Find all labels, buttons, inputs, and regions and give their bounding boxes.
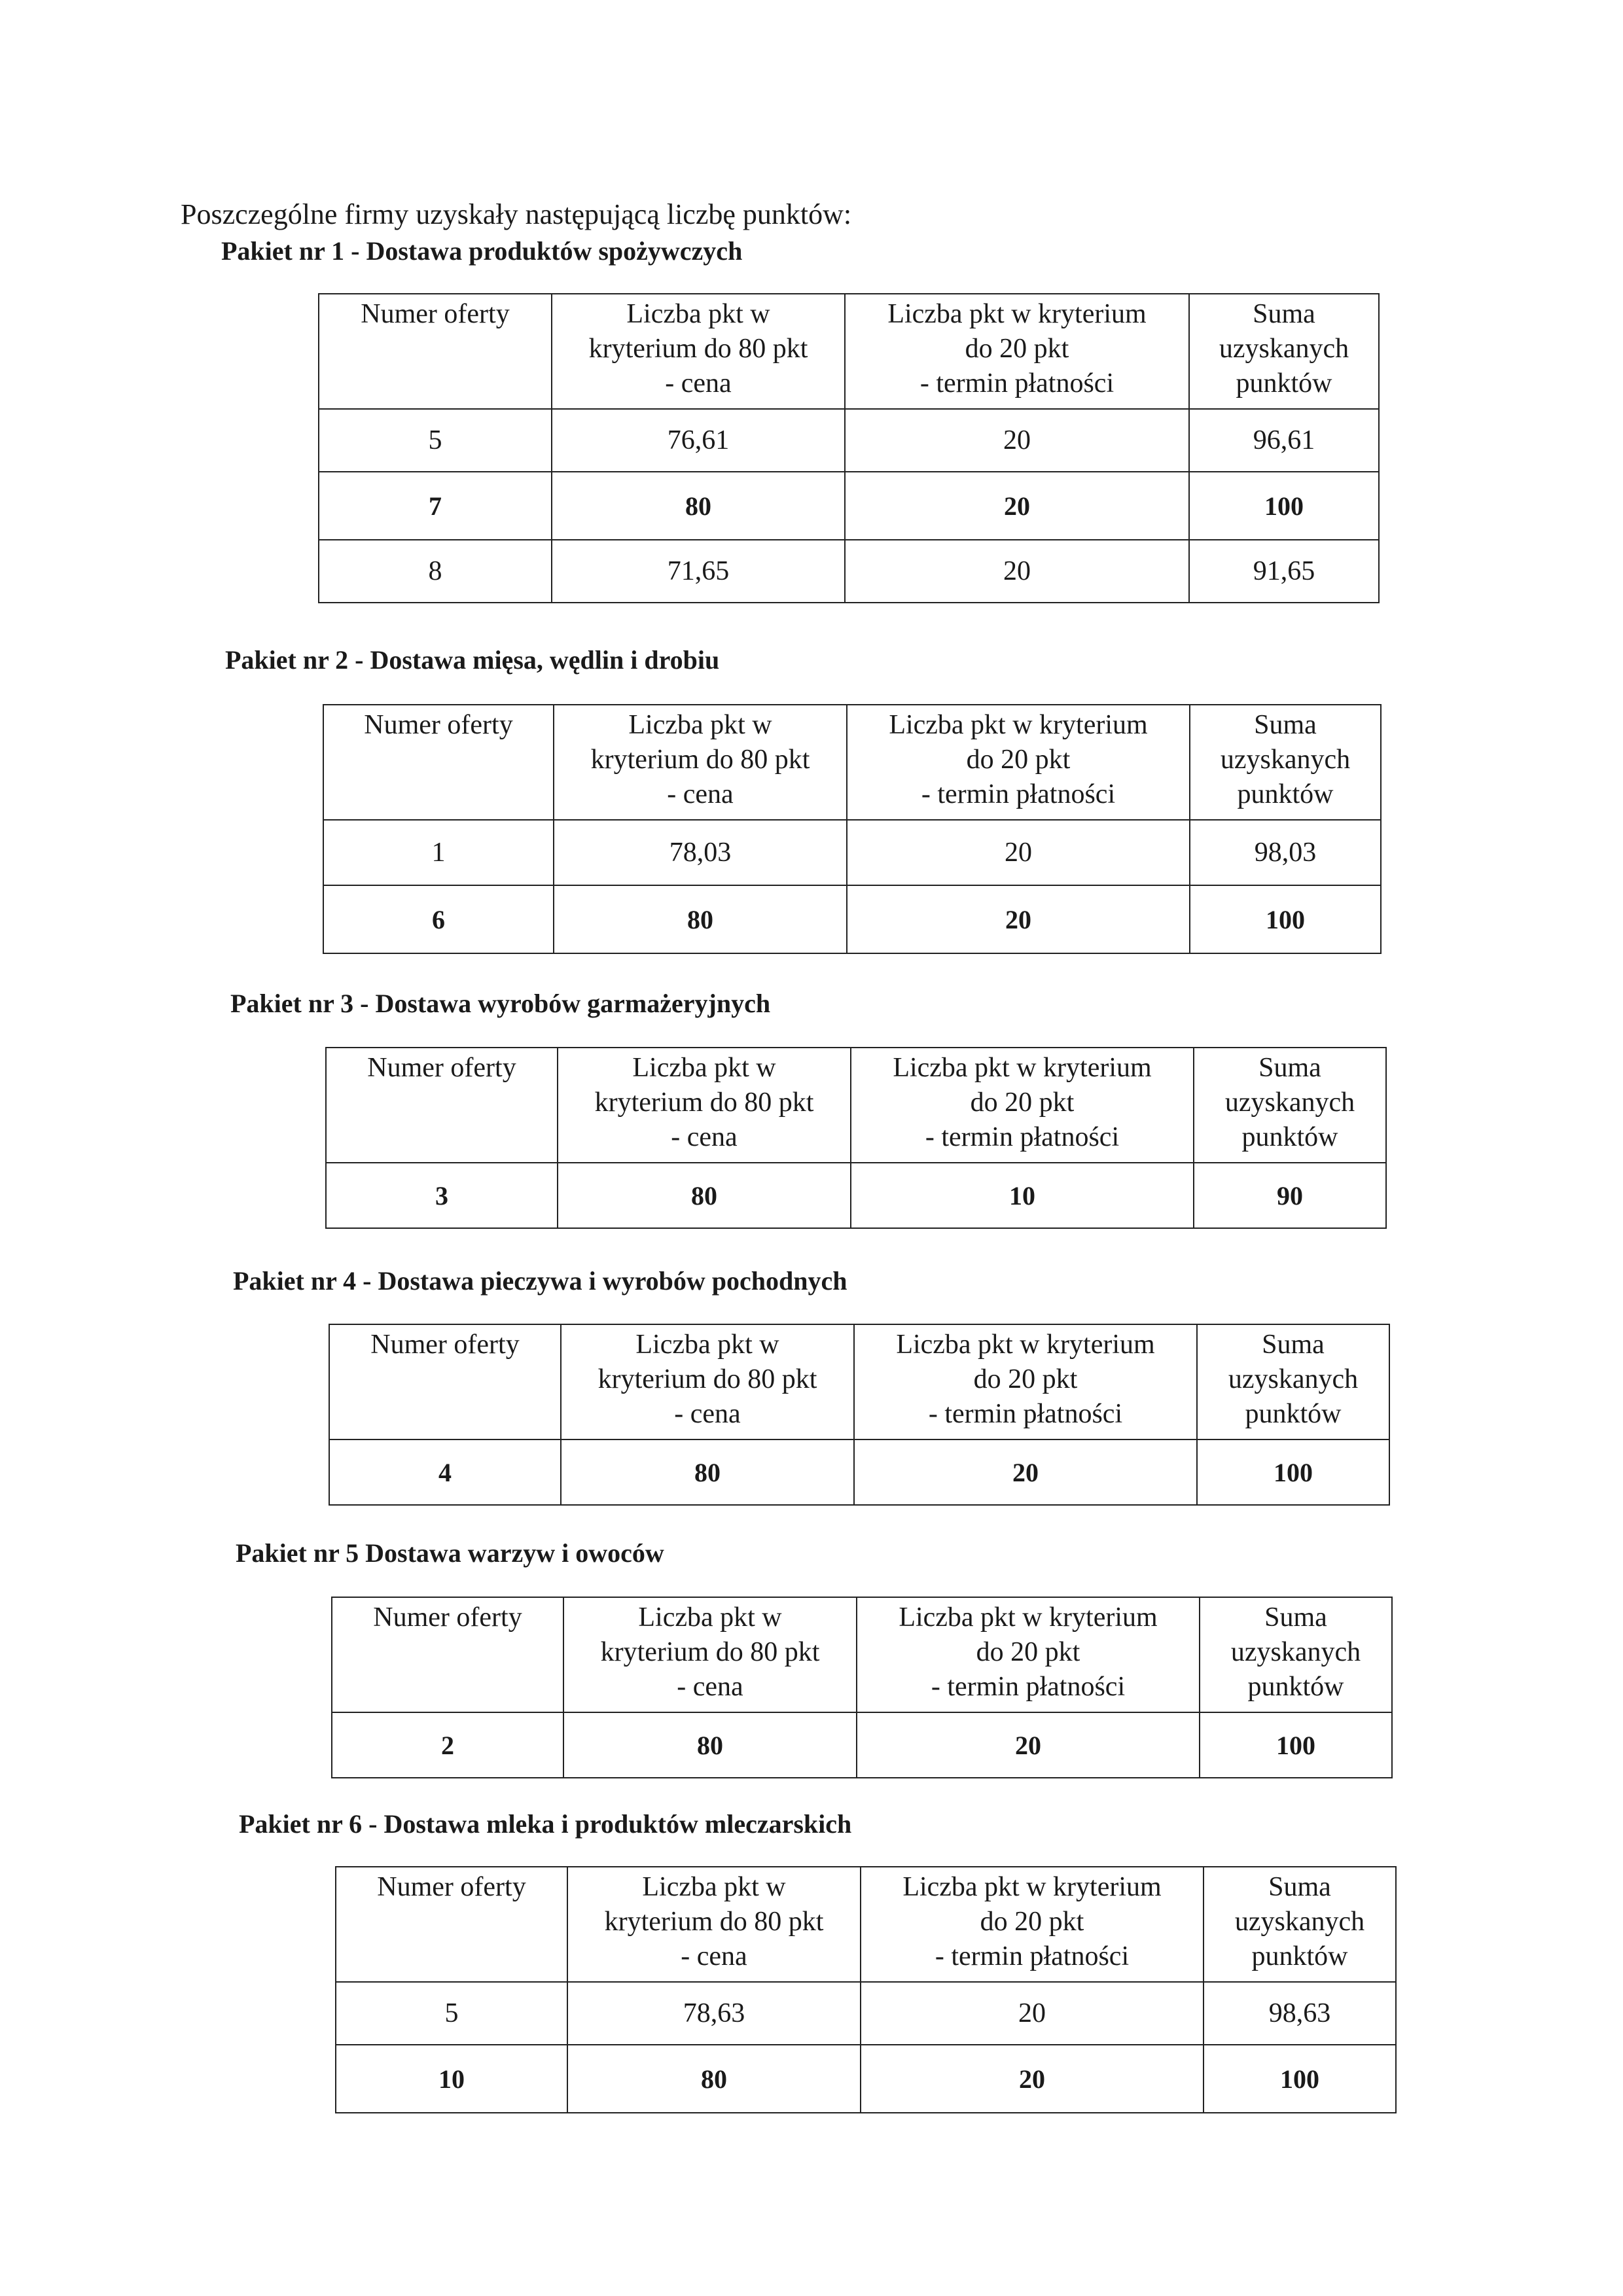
header-line: Suma [1262, 1330, 1325, 1360]
package-title: Pakiet nr 3 - Dostawa wyrobów garmażeryjnych [230, 989, 771, 1018]
header-price-points [563, 1597, 857, 1712]
table-row [326, 1163, 1386, 1228]
header-line: Liczba pkt w [638, 1602, 782, 1633]
header-payment-term-points [857, 1597, 1200, 1712]
header-price-points [561, 1324, 854, 1439]
header-line: do 20 pkt [973, 1364, 1078, 1394]
header-line: punktów [1236, 368, 1332, 398]
header-line: Liczba pkt w [632, 1053, 776, 1083]
header-total-points [1189, 294, 1379, 409]
header-price-points [558, 1048, 851, 1163]
offer-number-cell: 6 [323, 885, 554, 953]
price-points-cell: 76,61 [552, 409, 845, 472]
header-line: - termin płatności [935, 1941, 1130, 1971]
intro-text: Poszczególne firmy uzyskały następującą liczbę punktów: [181, 198, 852, 230]
header-line: Suma [1253, 299, 1315, 329]
price-points-cell: 78,03 [554, 820, 847, 885]
header-line: - cena [677, 1672, 743, 1702]
header-payment-term-points [847, 705, 1190, 820]
header-line: kryterium do 80 pkt [604, 1907, 824, 1937]
offer-number-cell: 4 [329, 1439, 561, 1505]
package-title: Pakiet nr 5 Dostawa warzyw i owoców [236, 1538, 664, 1568]
score-table [329, 1324, 1390, 1506]
header-line: punktów [1245, 1399, 1342, 1429]
header-line: Liczba pkt w kryterium [899, 1602, 1158, 1633]
header-line: punktów [1251, 1941, 1348, 1971]
header-line: Numer oferty [361, 299, 510, 329]
header-line: kryterium do 80 pkt [594, 1087, 814, 1118]
total-points-cell: 100 [1204, 2045, 1396, 2113]
payment-term-points-cell: 20 [847, 820, 1190, 885]
header-line: - cena [667, 779, 734, 809]
header-line: do 20 pkt [965, 334, 1069, 364]
header-line: Liczba pkt w kryterium [902, 1872, 1162, 1902]
header-line: Liczba pkt w [628, 710, 772, 740]
total-points-cell: 96,61 [1189, 409, 1379, 472]
header-line: uzyskanych [1230, 1637, 1361, 1667]
table-header-row [319, 294, 1379, 409]
total-points-cell: 90 [1194, 1163, 1386, 1228]
header-line: - cena [671, 1122, 738, 1152]
header-line: kryterium do 80 pkt [600, 1637, 820, 1667]
header-line: punktów [1247, 1672, 1344, 1702]
score-table [325, 1047, 1387, 1229]
header-line: punktów [1241, 1122, 1338, 1152]
payment-term-points-cell: 20 [845, 472, 1189, 540]
header-line: Numer oferty [367, 1053, 516, 1083]
header-offer-number [323, 705, 554, 820]
header-offer-number [332, 1597, 563, 1712]
total-points-cell: 100 [1190, 885, 1381, 953]
header-line: uzyskanych [1228, 1364, 1359, 1394]
payment-term-points-cell: 20 [845, 409, 1189, 472]
offer-number-cell: 1 [323, 820, 554, 885]
header-price-points [552, 294, 845, 409]
table-row [329, 1439, 1389, 1505]
header-line: do 20 pkt [970, 1087, 1075, 1118]
header-line: do 20 pkt [976, 1637, 1080, 1667]
total-points-cell: 98,03 [1190, 820, 1381, 885]
header-line: uzyskanych [1224, 1087, 1355, 1118]
price-points-cell: 80 [558, 1163, 851, 1228]
package-title: Pakiet nr 2 - Dostawa mięsa, wędlin i drobiu [225, 645, 720, 675]
total-points-cell: 100 [1189, 472, 1379, 540]
header-payment-term-points [861, 1867, 1204, 1982]
header-line: uzyskanych [1219, 334, 1349, 364]
table-row [323, 820, 1381, 885]
table-header-row [329, 1324, 1389, 1439]
payment-term-points-cell: 10 [851, 1163, 1194, 1228]
table-row [319, 472, 1379, 540]
table-header-row [326, 1048, 1386, 1163]
header-total-points [1190, 705, 1381, 820]
header-line: Numer oferty [377, 1872, 526, 1902]
header-payment-term-points [851, 1048, 1194, 1163]
header-line: Suma [1254, 710, 1317, 740]
table-row [336, 2045, 1396, 2113]
score-table [331, 1597, 1393, 1778]
header-total-points [1204, 1867, 1396, 1982]
table-header-row [323, 705, 1381, 820]
price-points-cell: 80 [552, 472, 845, 540]
payment-term-points-cell: 20 [847, 885, 1190, 953]
header-line: Numer oferty [370, 1330, 520, 1360]
header-line: - termin płatności [921, 779, 1116, 809]
header-total-points [1194, 1048, 1386, 1163]
header-line: kryterium do 80 pkt [590, 745, 810, 775]
header-line: Liczba pkt w kryterium [887, 299, 1147, 329]
header-line: Liczba pkt w [642, 1872, 786, 1902]
header-line: uzyskanych [1220, 745, 1351, 775]
price-points-cell: 80 [561, 1439, 854, 1505]
total-points-cell: 91,65 [1189, 540, 1379, 603]
header-line: kryterium do 80 pkt [588, 334, 808, 364]
price-points-cell: 80 [563, 1712, 857, 1778]
header-payment-term-points [845, 294, 1189, 409]
table-row [323, 885, 1381, 953]
header-line: - cena [665, 368, 732, 398]
header-line: kryterium do 80 pkt [597, 1364, 817, 1394]
header-line: - cena [681, 1941, 747, 1971]
table-header-row [336, 1867, 1396, 1982]
table-row [336, 1982, 1396, 2045]
header-line: Suma [1268, 1872, 1331, 1902]
header-payment-term-points [854, 1324, 1197, 1439]
offer-number-cell: 5 [336, 1982, 567, 2045]
header-line: - termin płatności [919, 368, 1115, 398]
score-table [323, 704, 1382, 954]
header-line: - termin płatności [931, 1672, 1126, 1702]
offer-number-cell: 7 [319, 472, 552, 540]
header-line: - cena [674, 1399, 741, 1429]
header-line: do 20 pkt [966, 745, 1071, 775]
total-points-cell: 100 [1197, 1439, 1389, 1505]
payment-term-points-cell: 20 [845, 540, 1189, 603]
payment-term-points-cell: 20 [857, 1712, 1200, 1778]
package-title: Pakiet nr 1 - Dostawa produktów spożywczych [221, 236, 743, 266]
header-offer-number [326, 1048, 558, 1163]
header-line: - termin płatności [925, 1122, 1120, 1152]
offer-number-cell: 3 [326, 1163, 558, 1228]
total-points-cell: 98,63 [1204, 1982, 1396, 2045]
offer-number-cell: 5 [319, 409, 552, 472]
header-line: do 20 pkt [980, 1907, 1084, 1937]
header-line: Liczba pkt w kryterium [893, 1053, 1152, 1083]
table-row [332, 1712, 1392, 1778]
header-price-points [567, 1867, 861, 1982]
header-line: Liczba pkt w kryterium [889, 710, 1148, 740]
price-points-cell: 71,65 [552, 540, 845, 603]
header-line: Liczba pkt w [635, 1330, 779, 1360]
header-offer-number [329, 1324, 561, 1439]
header-total-points [1197, 1324, 1389, 1439]
score-table [335, 1866, 1397, 2113]
header-offer-number [319, 294, 552, 409]
payment-term-points-cell: 20 [861, 2045, 1204, 2113]
total-points-cell: 100 [1200, 1712, 1392, 1778]
header-line: - termin płatności [928, 1399, 1123, 1429]
table-row [319, 409, 1379, 472]
payment-term-points-cell: 20 [861, 1982, 1204, 2045]
header-line: Numer oferty [373, 1602, 522, 1633]
price-points-cell: 78,63 [567, 1982, 861, 2045]
header-line: punktów [1237, 779, 1334, 809]
offer-number-cell: 2 [332, 1712, 563, 1778]
table-row [319, 540, 1379, 603]
header-line: Liczba pkt w kryterium [896, 1330, 1155, 1360]
price-points-cell: 80 [554, 885, 847, 953]
header-line: Suma [1264, 1602, 1327, 1633]
header-line: Liczba pkt w [626, 299, 770, 329]
header-line: uzyskanych [1234, 1907, 1365, 1937]
score-table [318, 293, 1380, 603]
header-offer-number [336, 1867, 567, 1982]
package-title: Pakiet nr 4 - Dostawa pieczywa i wyrobów pochodnych [233, 1266, 847, 1296]
header-total-points [1200, 1597, 1392, 1712]
header-price-points [554, 705, 847, 820]
payment-term-points-cell: 20 [854, 1439, 1197, 1505]
offer-number-cell: 8 [319, 540, 552, 603]
offer-number-cell: 10 [336, 2045, 567, 2113]
header-line: Numer oferty [364, 710, 513, 740]
header-line: Suma [1258, 1053, 1321, 1083]
price-points-cell: 80 [567, 2045, 861, 2113]
package-title: Pakiet nr 6 - Dostawa mleka i produktów mleczarskich [239, 1809, 852, 1839]
table-header-row [332, 1597, 1392, 1712]
